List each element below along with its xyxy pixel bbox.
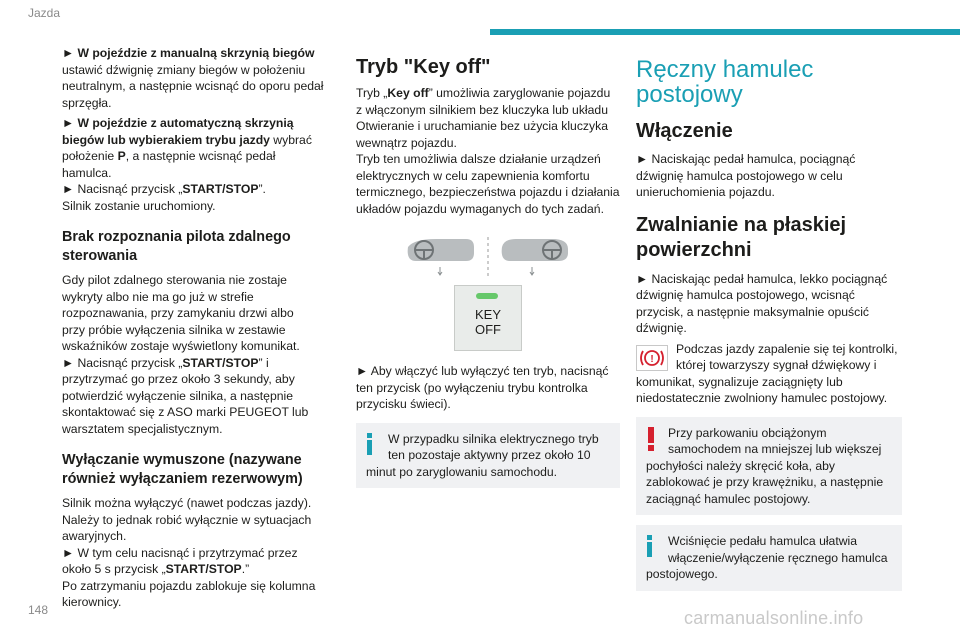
text-line: zaciągnąć hamulec postojowy. bbox=[646, 491, 811, 506]
text-line: KEY bbox=[474, 307, 501, 322]
text-line: OFF bbox=[475, 322, 501, 337]
text-span: około 5 s przycisk „ bbox=[62, 562, 166, 576]
text-line: przycisk, a następnie maksymalnie opuścić bbox=[636, 304, 870, 319]
info-icon bbox=[646, 535, 654, 557]
watermark: carmanualsonline.info bbox=[684, 608, 864, 628]
paragraph-manual-gearbox bbox=[62, 45, 332, 111]
text-span: ► Nacisnąć przycisk „ bbox=[62, 355, 183, 370]
brake-warning-icon bbox=[636, 345, 668, 371]
text-line: Tryb ten umożliwia dalsze działanie urządzeń bbox=[356, 152, 601, 166]
info-box-brake-pedal bbox=[636, 525, 902, 591]
heading-engaging: Włączenie bbox=[636, 120, 733, 142]
text-line: powierzchni bbox=[636, 238, 752, 261]
paragraph-automatic-gearbox bbox=[62, 115, 332, 214]
text-line: warsztatem specjalistycznym. bbox=[62, 421, 223, 436]
info-text bbox=[646, 533, 892, 583]
text-bold: START/STOP bbox=[182, 355, 259, 370]
key-off-button-label bbox=[455, 307, 521, 337]
text-line: dźwignię hamulca postojowego, wcisnąć bbox=[636, 288, 855, 302]
heading-releasing bbox=[636, 213, 902, 263]
text-line: neutralnym, a następnie wcisnąć do oporu pedał bbox=[62, 79, 324, 93]
paragraph-releasing bbox=[636, 271, 902, 337]
info-icon bbox=[366, 433, 374, 455]
text-line: Przy parkowaniu obciążonym bbox=[668, 425, 827, 440]
text-line: ► Naciskając pedał hamulca, lekko pociągnąć bbox=[636, 271, 888, 286]
text-span: ► Nacisnąć przycisk „ bbox=[62, 182, 183, 196]
button-led-indicator bbox=[476, 293, 498, 299]
warning-box-text bbox=[646, 425, 892, 508]
text-line: Wciśnięcie pedału hamulca ułatwia bbox=[668, 534, 858, 548]
text-line: Gdy pilot zdalnego sterowania nie zostaje bbox=[62, 273, 287, 287]
text-line: sprzęgła. bbox=[62, 95, 112, 110]
paragraph-no-remote bbox=[62, 272, 332, 437]
text-line: ► Naciskając pedał hamulca, pociągnąć bbox=[636, 152, 856, 166]
text-span: ” i bbox=[258, 355, 269, 370]
text-bold: START/STOP bbox=[182, 182, 259, 196]
right-wheel-panel bbox=[502, 239, 568, 275]
text-line: której towarzyszy sygnał dźwiękowy i bbox=[676, 358, 877, 372]
text-line: Podczas jazdy zapalenie się tej kontrolki, bbox=[676, 341, 898, 356]
text-line: postojowego. bbox=[646, 567, 718, 581]
text-line: wykryty albo nie ma go już w strefie bbox=[62, 289, 254, 304]
text-line: ten pozostaje aktywny przez około 10 bbox=[388, 448, 591, 462]
column-1 bbox=[62, 45, 332, 615]
text-line: przytrzymać go przez około 3 sekundy, aby bbox=[62, 372, 295, 386]
text-line: zablokować je przy krawężniku, a następnie bbox=[646, 475, 884, 489]
paragraph-toggle-mode bbox=[356, 363, 620, 413]
text-bold: START/STOP bbox=[165, 562, 242, 576]
text-line: Silnik można wyłączyć (nawet podczas jazdy). bbox=[62, 496, 312, 510]
warning-box-parking-slope bbox=[636, 417, 902, 516]
header-title: Jazda bbox=[28, 6, 61, 20]
text-line: ustawić dźwignię zmiany biegów w położeniu bbox=[62, 62, 306, 77]
left-wheel-panel bbox=[408, 239, 474, 275]
heading-forced-shutdown: Wyłączanie wymuszone (nazywane również wyłączaniem rezerwowym) bbox=[62, 452, 303, 487]
paragraph-forced-shutdown bbox=[62, 495, 332, 611]
info-box-electric bbox=[356, 423, 620, 489]
text-line: Należy to jednak robić wyłącznie w sytuacjach bbox=[62, 512, 312, 527]
info-text bbox=[366, 431, 610, 481]
text-bold: Key off bbox=[387, 86, 429, 100]
text-line: ► Aby włączyć lub wyłączyć ten tryb, nacisnąć bbox=[356, 364, 609, 378]
text-line: potwierdzić wyłączenie silnika, a następnie bbox=[62, 388, 294, 403]
text-line: przy próbie wyłączenia silnika w zestawie bbox=[62, 322, 286, 337]
text-line: ten przycisk (po wyłączeniu trybu kontrolka bbox=[356, 380, 588, 395]
text-line: Otwieranie i uruchamianie bez użycia kluczyka bbox=[356, 119, 608, 133]
exclamation-warning-icon bbox=[646, 427, 656, 451]
text-line: skontaktować się z ASO marki PEUGEOT lub bbox=[62, 405, 309, 419]
text-span: położenie bbox=[62, 149, 118, 163]
text-line: niedostatecznie zwolniony hamulec postojowy. bbox=[636, 391, 888, 405]
paragraph-key-off-intro bbox=[356, 85, 620, 217]
text-line: minut po zaryglowaniu samochodu. bbox=[366, 464, 558, 479]
text-bold: P bbox=[117, 149, 126, 163]
text-line: ► W pojeździe z automatyczną skrzynią bbox=[62, 116, 294, 130]
text-span: wybrać bbox=[269, 132, 312, 147]
text-line: układów pojazdu wymaganych do tych zadań. bbox=[356, 201, 604, 216]
text-bold: biegów lub wybierakiem trybu jazdy bbox=[62, 132, 270, 147]
warning-lamp-note bbox=[636, 341, 902, 374]
text-line: ► W pojeździe z manualną skrzynią biegów bbox=[62, 46, 315, 60]
text-line: Zwalnianie na płaskiej bbox=[636, 213, 847, 236]
heading-key-off: Tryb "Key off" bbox=[356, 56, 491, 78]
text-line: unieruchomienia pojazdu. bbox=[636, 185, 775, 199]
text-line: włączenie/wyłączenie ręcznego hamulca bbox=[668, 550, 888, 565]
text-line: termicznego, bezpieczeństwa pojazdu i działania bbox=[356, 185, 620, 199]
text-line: samochodem na mniejszej lub większej bbox=[668, 442, 882, 456]
text-line: Po zatrzymaniu pojazdu zablokuje się kolumna bbox=[62, 578, 316, 593]
steering-wheel-illustration bbox=[356, 235, 620, 279]
warning-lamp-text bbox=[676, 341, 902, 374]
page-number: 148 bbox=[28, 603, 49, 617]
text-line: dźwignię. bbox=[636, 321, 687, 335]
text-line: ► W tym celu nacisnąć i przytrzymać przez bbox=[62, 545, 298, 560]
text-line: komunikat, sygnalizuje zaciągnięty lub bbox=[636, 374, 843, 389]
text-line: Silnik zostanie uruchomiony. bbox=[62, 198, 216, 213]
heading-no-remote-detection: Brak rozpoznania pilota zdalnego sterowania bbox=[62, 229, 291, 264]
text-span: .” bbox=[241, 562, 250, 576]
column-3 bbox=[636, 45, 902, 601]
text-line: W przypadku silnika elektrycznego tryb bbox=[388, 431, 599, 446]
section-title-parking-brake bbox=[636, 57, 902, 107]
text-span: ”. bbox=[258, 182, 266, 196]
paragraph-warning-continued bbox=[636, 374, 902, 407]
text-span: ” umożliwia zaryglowanie pojazdu bbox=[428, 86, 611, 100]
key-off-button[interactable] bbox=[454, 285, 522, 351]
text-line: z włączonym silnikiem bez kluczyka lub układu bbox=[356, 102, 608, 117]
header-accent-bar bbox=[490, 29, 960, 35]
text-line: przycisku świeci). bbox=[356, 397, 451, 411]
paragraph-engaging bbox=[636, 151, 902, 201]
text-span: Tryb „ bbox=[356, 86, 388, 100]
text-line: elektrycznych w celu zapewnienia komfortu bbox=[356, 168, 590, 183]
column-2 bbox=[356, 45, 620, 498]
text-line: awaryjnych. bbox=[62, 529, 127, 543]
text-line: kierownicy. bbox=[62, 595, 122, 609]
text-line: wskaźników zostaje wyświetlony komunikat. bbox=[62, 339, 300, 353]
text-line: dźwignię hamulca postojowego w celu bbox=[636, 168, 843, 183]
svg-text:!: ! bbox=[650, 353, 654, 365]
text-line: hamulca. bbox=[62, 165, 112, 180]
text-span: , a następnie wcisnąć pedał bbox=[125, 149, 276, 163]
text-line: wewnątrz pojazdu. bbox=[356, 135, 457, 150]
text-line: postojowy bbox=[636, 81, 743, 108]
text-line: Ręczny hamulec bbox=[636, 56, 814, 83]
text-line: rozpoznawania, przy zamykaniu drzwi albo bbox=[62, 306, 294, 320]
text-line: pochyłości należy skręcić koła, aby bbox=[646, 458, 835, 473]
